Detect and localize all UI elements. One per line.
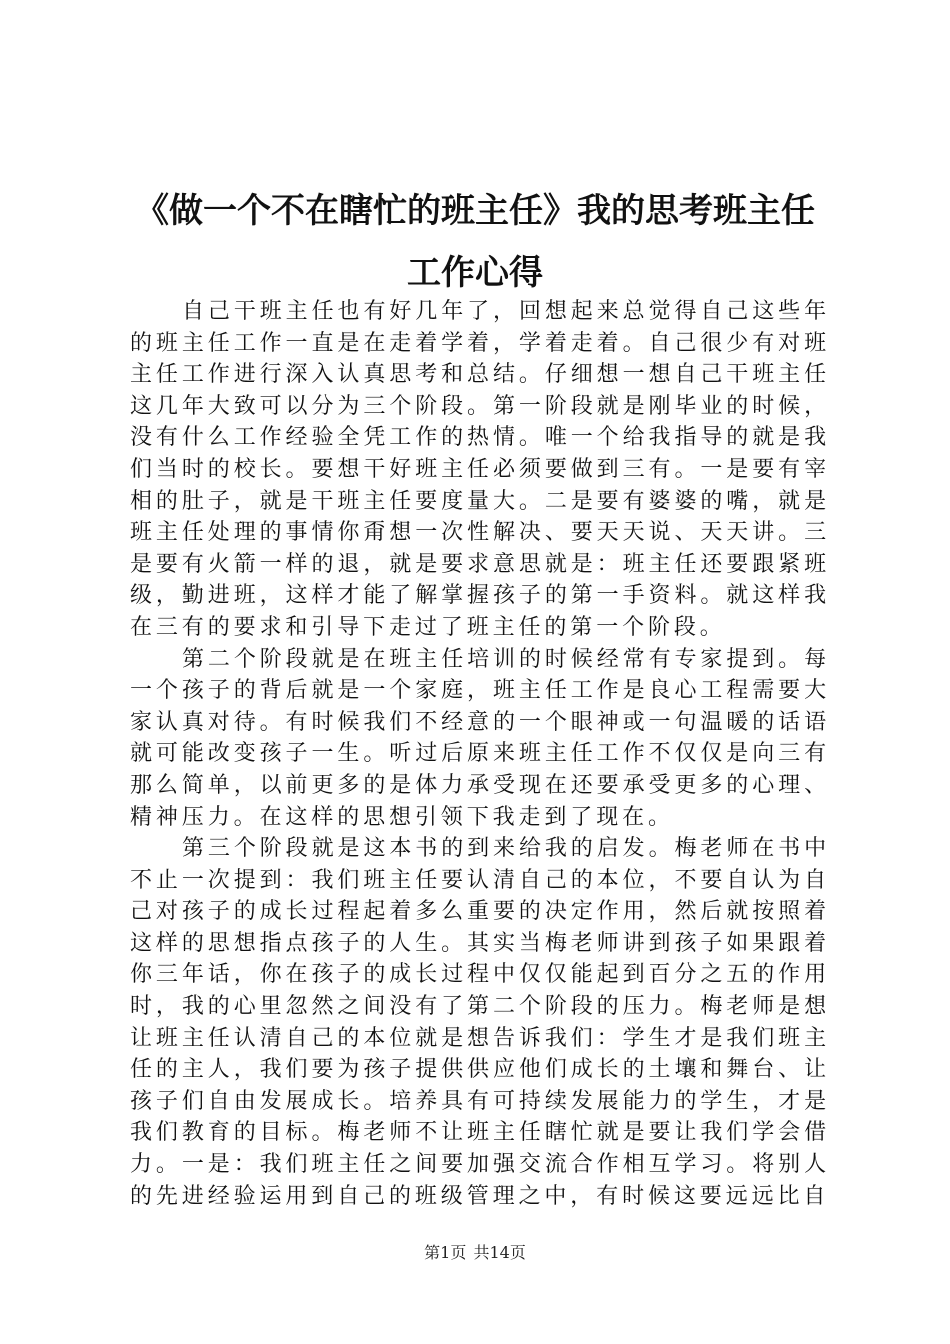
page-number: 第1页 — [424, 1243, 467, 1262]
paragraph-3: 第三个阶段就是这本书的到来给我的启发。梅老师在书中不止一次提到：我们班主任要认清自己的本位，不要自认为自己对孩子的成长过程起着多么重要的决定作用，然后就按照着这样的思想指点孩子的人生。其实当梅老师讲到孩子如果跟着你三年话，你在孩子的成长过程中仅仅能起到百分之五的作用时，我的心里忽然之间没有了第二个阶段的压力。梅老师是想让班主任认清自己的本位就是想告诉我们：学生才是我们班主任的主人，我们要为孩子提供供应他们成长的土壤和舞台、让孩子们自由发展成长。培养具有可持续发展能力的学生，才是我们教育的目标。梅老师不让班主任瞎忙就是要让我们学会借力。一是：我们班主任之间要加强交流合作相互学习。将别人的先进经验运用到自己的班级管理之中，有时候这要远远比自 — [130, 836, 830, 1209]
total-pages: 共14页 — [473, 1243, 526, 1262]
paragraph-2: 第二个阶段就是在班主任培训的时候经常有专家提到。每一个孩子的背后就是一个家庭，班主任工作是良心工程需要大家认真对待。有时候我们不经意的一个眼神或一句温暖的话语就可能改变孩子一生。听过后原来班主任工作不仅仅是向三有那么简单，以前更多的是体力承受现在还要承受更多的心理、精神压力。在这样的思想引领下我走到了现在。 — [130, 646, 830, 830]
paragraph-1: 自己干班主任也有好几年了，回想起来总觉得自己这些年的班主任工作一直是在走着学着，学着走着。自己很少有对班主任工作进行深入认真思考和总结。仔细想一想自己干班主任这几年大致可以分为三个阶段。第一阶段就是刚毕业的时候，没有什么工作经验全凭工作的热情。唯一个给我指导的就是我们当时的校长。要想干好班主任必须要做到三有。一是要有宰相的肚子，就是干班主任要度量大。二是要有婆婆的嘴，就是班主任处理的事情你甭想一次性解决、要天天说、天天讲。三是要有火箭一样的退，就是要求意思就是：班主任还要跟紧班级，勤进班，这样才能了解掌握孩子的第一手资料。就这样我在三有的要求和引导下走过了班主任的第一个阶段。 — [130, 299, 830, 640]
document-title — [120, 180, 830, 304]
title-line-2: 工作心得 — [407, 253, 543, 293]
document-body — [130, 296, 830, 1212]
page-footer — [0, 1243, 950, 1263]
title-line-1: 《做一个不在瞎忙的班主任》我的思考班主任 — [135, 191, 815, 231]
